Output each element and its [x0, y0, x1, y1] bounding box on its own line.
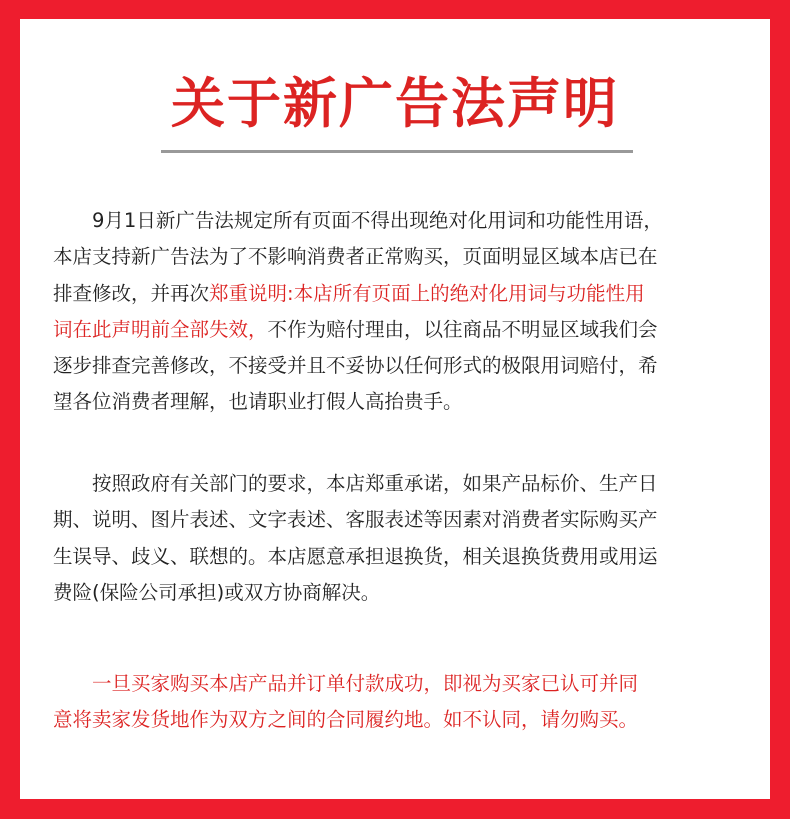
paragraph1-line3-emphasis: 郑重说明:本店所有页面上的绝对化用词与功能性用 [209, 281, 645, 305]
paragraph3-line2: 意将卖家发货地作为双方之间的合同履约地。如不认同，请勿购买。 [53, 708, 639, 732]
paragraph-commitment [53, 466, 743, 611]
paragraph2-line3: 生误导、歧义、联想的。本店愿意承担退换货，相关退换货费用或用运 [53, 544, 658, 568]
paragraph3-line1: 一旦买家购买本店产品并订单付款成功，即视为买家已认可并同 [53, 672, 639, 695]
paragraph1-line3 [53, 276, 743, 312]
paragraph1-line4-normal: 不作为赔付理由，以往商品不明显区域我们会 [267, 317, 658, 341]
paragraph-advertising-law [53, 203, 743, 421]
paragraph2-line1: 按照政府有关部门的要求，本店郑重承诺，如果产品标价、生产日 [53, 472, 658, 495]
page-title: 关于新广告法声明 [171, 72, 619, 135]
paragraph1-line5: 逐步排查完善修改，不接受并且不妥协以任何形式的极限用词赔付，希 [53, 354, 658, 378]
paragraph2-line4: 费险(保险公司承担)或双方协商解决。 [53, 580, 381, 604]
paragraph1-line4-emphasis: 词在此声明前全部失效， [53, 317, 268, 341]
paragraph1-line2: 本店支持新广告法为了不影响消费者正常购买，页面明显区域本店已在 [53, 245, 658, 269]
paragraph1-line6: 望各位消费者理解，也请职业打假人高抬贵手。 [53, 390, 463, 414]
paragraph1-line1: 9月1日新广告法规定所有页面不得出现绝对化用词和功能性用语， [53, 209, 663, 232]
notice-card [20, 19, 770, 799]
paragraph1-line4 [53, 312, 743, 348]
paragraph-purchase-agreement [53, 666, 743, 739]
paragraph1-line3-normal: 排查修改，并再次 [53, 281, 210, 305]
title-divider [161, 150, 633, 153]
paragraph2-line2: 期、说明、图片表述、文字表述、客服表述等因素对消费者实际购买产 [53, 508, 658, 532]
